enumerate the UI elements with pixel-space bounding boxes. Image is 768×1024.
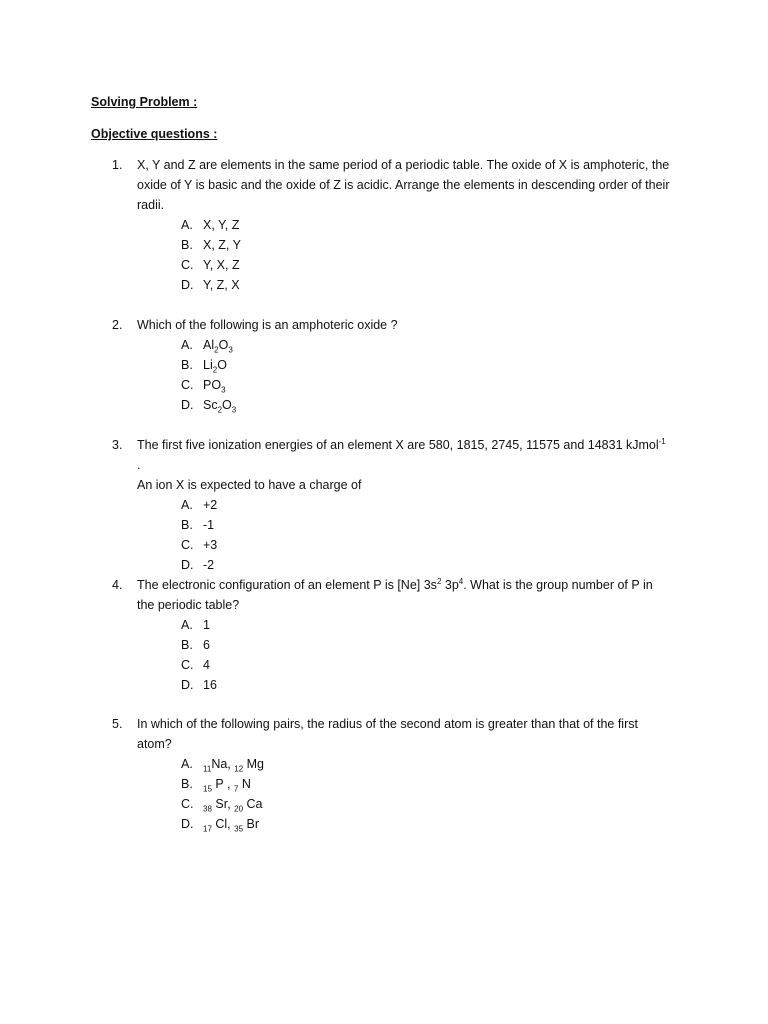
question-3 xyxy=(112,435,672,575)
question-number: 3. xyxy=(112,438,123,452)
option-b xyxy=(181,774,672,794)
option-text: -2 xyxy=(203,558,215,572)
option-letter: B. xyxy=(181,777,193,791)
element-symbol: Na, xyxy=(211,757,235,771)
element-symbol: N xyxy=(238,777,251,791)
question-5 xyxy=(112,714,672,834)
atomic-number: 38 xyxy=(203,804,212,814)
formula-subscript: 2 xyxy=(212,365,218,375)
option-letter: B. xyxy=(181,358,193,372)
element-symbol: Br xyxy=(243,817,260,831)
element-symbol: Sr, xyxy=(211,797,235,811)
formula-part: O xyxy=(217,358,227,372)
option-c xyxy=(181,794,672,814)
option-c xyxy=(181,255,672,275)
option-letter: A. xyxy=(181,338,193,352)
question-text: . What is the group number of P in the periodic table? xyxy=(137,578,653,612)
question-text: Which of the following is an amphoteric oxide ? xyxy=(137,318,398,332)
question-text: In which of the following pairs, the radius of the second atom is greater than that of the first atom? xyxy=(137,717,638,751)
option-text: 4 xyxy=(203,658,210,672)
option-a xyxy=(181,754,672,774)
option-letter: D. xyxy=(181,817,194,831)
formula-part: O xyxy=(222,398,232,412)
question-text: The electronic configuration of an element P is [Ne] 3s xyxy=(137,578,437,592)
option-a xyxy=(181,215,672,235)
option-text: Y, Z, X xyxy=(203,278,240,292)
question-stem xyxy=(112,714,672,754)
question-4 xyxy=(112,575,672,695)
option-text: 6 xyxy=(203,638,210,652)
question-number: 1. xyxy=(112,158,123,172)
atomic-number: 11 xyxy=(203,764,212,774)
question-text: The first five ionization energies of an element X are 580, 1815, 2745, 11575 and 14831 kJmol xyxy=(137,438,659,452)
element-symbol: Mg xyxy=(243,757,264,771)
option-c xyxy=(181,375,672,395)
option-letter: C. xyxy=(181,378,194,392)
atomic-number: 7 xyxy=(233,784,239,794)
option-d xyxy=(181,814,672,834)
option-d xyxy=(181,675,672,695)
element-symbol: Ca xyxy=(243,797,263,811)
question-2 xyxy=(112,315,672,415)
option-text: X, Z, Y xyxy=(203,238,241,252)
objective-questions-heading: Objective questions : xyxy=(91,127,218,141)
option-text: +3 xyxy=(203,538,218,552)
formula-subscript: 2 xyxy=(217,405,223,415)
option-d xyxy=(181,555,672,575)
option-text: 1 xyxy=(203,618,210,632)
option-a xyxy=(181,335,672,355)
option-letter: C. xyxy=(181,538,194,552)
option-a xyxy=(181,615,672,635)
question-stem xyxy=(112,435,672,475)
formula-subscript: 2 xyxy=(214,345,219,355)
option-b xyxy=(181,235,672,255)
option-text: 16 xyxy=(203,678,217,692)
question-text: X, Y and Z are elements in the same period of a periodic table. The oxide of X is amphoteric, the oxide of Y is basic and the oxide of Z is acidic. Arrange the elements in descending order of their radii. xyxy=(137,158,670,212)
orbital-superscript: 4 xyxy=(458,576,464,586)
formula-subscript: 3 xyxy=(231,405,237,415)
option-list xyxy=(181,754,672,834)
option-d xyxy=(181,395,672,415)
element-symbol: Cl, xyxy=(211,817,235,831)
option-letter: A. xyxy=(181,218,193,232)
question-stem xyxy=(112,155,672,215)
atomic-number: 20 xyxy=(234,804,244,814)
option-list xyxy=(181,495,672,575)
option-b xyxy=(181,515,672,535)
formula-subscript: 3 xyxy=(228,345,233,355)
formula-part: Li xyxy=(203,358,213,372)
solving-problem-heading: Solving Problem : xyxy=(91,95,198,109)
orbital-superscript: 2 xyxy=(436,576,442,586)
formula-part: Al xyxy=(203,338,215,352)
option-list xyxy=(181,615,672,695)
option-list xyxy=(181,335,672,415)
option-letter: B. xyxy=(181,638,193,652)
unit-superscript: -1 xyxy=(658,436,666,446)
formula-subscript: 3 xyxy=(221,385,226,395)
option-letter: C. xyxy=(181,658,194,672)
question-number: 5. xyxy=(112,717,123,731)
option-letter: D. xyxy=(181,678,194,692)
formula-part: Sc xyxy=(203,398,218,412)
option-text: +2 xyxy=(203,498,218,512)
option-b xyxy=(181,355,672,375)
option-letter: C. xyxy=(181,797,194,811)
option-letter: A. xyxy=(181,498,193,512)
question-text: An ion X is expected to have a charge of xyxy=(137,478,362,492)
element-symbol: P , xyxy=(211,777,234,791)
atomic-number: 12 xyxy=(234,764,244,774)
option-text: -1 xyxy=(203,518,215,532)
atomic-number: 17 xyxy=(203,824,212,834)
formula-part: O xyxy=(218,338,229,352)
question-number: 4. xyxy=(112,578,123,592)
option-letter: B. xyxy=(181,238,193,252)
option-c xyxy=(181,535,672,555)
option-c xyxy=(181,655,672,675)
question-stem xyxy=(112,575,672,615)
question-text: 3p xyxy=(441,578,459,592)
option-letter: C. xyxy=(181,258,194,272)
option-letter: B. xyxy=(181,518,193,532)
atomic-number: 35 xyxy=(234,824,244,834)
option-letter: A. xyxy=(181,618,193,632)
option-list xyxy=(181,215,672,295)
option-letter: A. xyxy=(181,757,193,771)
option-text: X, Y, Z xyxy=(203,218,240,232)
option-letter: D. xyxy=(181,278,194,292)
option-d xyxy=(181,275,672,295)
question-1 xyxy=(112,155,672,295)
option-letter: D. xyxy=(181,398,194,412)
question-number: 2. xyxy=(112,318,123,332)
question-stem-line-2 xyxy=(112,475,672,495)
formula-part: PO xyxy=(203,378,222,392)
question-stem xyxy=(112,315,672,335)
option-b xyxy=(181,635,672,655)
atomic-number: 15 xyxy=(203,784,212,794)
question-text-end: . xyxy=(137,458,141,472)
option-text: Y, X, Z xyxy=(203,258,240,272)
option-a xyxy=(181,495,672,515)
option-letter: D. xyxy=(181,558,194,572)
